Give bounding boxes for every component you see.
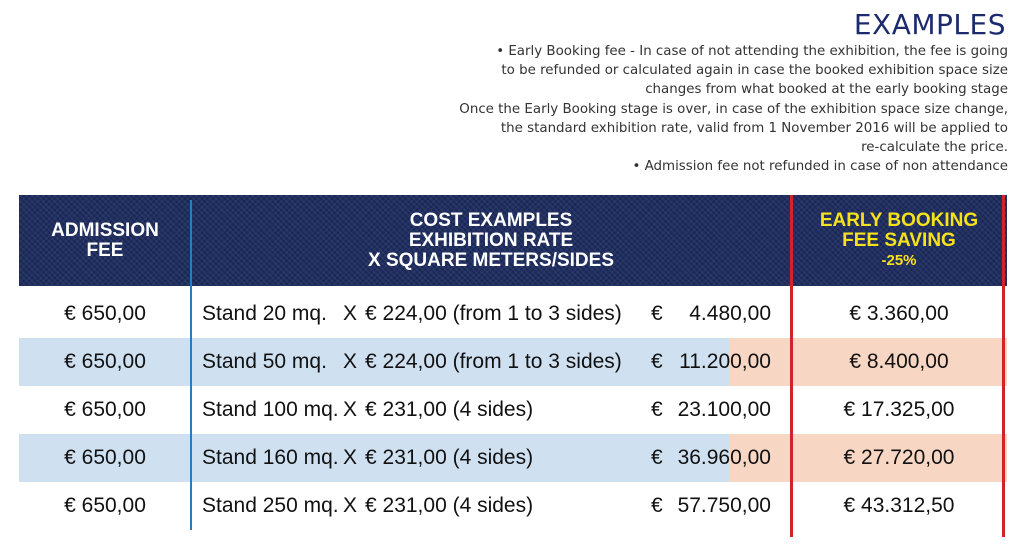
table-row	[19, 482, 1007, 530]
note-line: changes from what booked at the early booking stage	[645, 82, 1008, 98]
rate-cell: € 224,00 (from 1 to 3 sides)	[365, 302, 622, 325]
stand-size-cell: Stand 250 mq.	[202, 494, 339, 517]
column-divider-red-right	[1002, 195, 1005, 537]
multiply-sign: X	[343, 398, 358, 421]
total-amount-cell: 23.100,00	[677, 398, 771, 421]
table-row	[19, 338, 1007, 386]
header-early-booking: EARLY BOOKING FEE SAVING -25%	[819, 209, 979, 269]
early-booking-cell: € 43.312,50	[843, 494, 955, 517]
table-row	[19, 434, 1007, 482]
header-cost-examples: COST EXAMPLES EXHIBITION RATE X SQUARE METERS/SIDES	[368, 209, 614, 271]
early-booking-cell: € 27.720,00	[843, 446, 955, 469]
total-amount-cell: 4.480,00	[689, 302, 771, 325]
table-row	[19, 386, 1007, 434]
multiply-sign: X	[343, 494, 358, 517]
stand-size-cell: Stand 20 mq.	[202, 302, 327, 325]
admission-fee-cell: € 650,00	[64, 446, 146, 469]
notes-block	[388, 42, 1008, 176]
stand-size-cell: Stand 100 mq.	[202, 398, 339, 421]
multiply-sign: X	[343, 350, 358, 373]
stand-size-cell: Stand 160 mq.	[202, 446, 339, 469]
note-line: re-calculate the price.	[861, 140, 1008, 156]
euro-sign: €	[651, 446, 663, 469]
note-line: to be refunded or calculated again in case the booked exhibition space size	[501, 63, 1008, 79]
total-amount-cell: 57.750,00	[677, 494, 771, 517]
admission-fee-cell: € 650,00	[64, 302, 146, 325]
table-row	[19, 290, 1007, 338]
rate-cell: € 231,00 (4 sides)	[365, 494, 534, 517]
rate-cell: € 224,00 (from 1 to 3 sides)	[365, 350, 622, 373]
total-amount-cell: 11.200,00	[679, 350, 771, 373]
column-divider-red-left	[790, 195, 793, 537]
header-admission-fee: ADMISSION FEE	[51, 219, 159, 261]
euro-sign: €	[651, 350, 663, 373]
admission-fee-cell: € 650,00	[64, 494, 146, 517]
column-divider-blue	[190, 200, 192, 530]
page-title: EXAMPLES	[853, 8, 1006, 41]
note-line: the standard exhibition rate, valid from 1 November 2016 will be applied to	[500, 120, 1008, 136]
admission-fee-cell: € 650,00	[64, 350, 146, 373]
euro-sign: €	[651, 398, 663, 421]
note-line: • Admission fee not refunded in case of non attendance	[632, 159, 1008, 175]
admission-fee-cell: € 650,00	[64, 398, 146, 421]
multiply-sign: X	[343, 446, 358, 469]
early-booking-cell: € 17.325,00	[843, 398, 955, 421]
early-booking-cell: € 3.360,00	[849, 302, 949, 325]
table-header	[19, 195, 1007, 286]
early-booking-cell: € 8.400,00	[849, 350, 949, 373]
note-line: • Early Booking fee - In case of not attending the exhibition, the fee is going	[496, 44, 1008, 59]
total-amount-cell: 36.960,00	[677, 446, 771, 469]
note-line: Once the Early Booking stage is over, in case of the exhibition space size change,	[459, 101, 1008, 117]
euro-sign: €	[651, 302, 663, 325]
multiply-sign: X	[343, 302, 358, 325]
rate-cell: € 231,00 (4 sides)	[365, 446, 534, 469]
stand-size-cell: Stand 50 mq.	[202, 350, 327, 373]
rate-cell: € 231,00 (4 sides)	[365, 398, 534, 421]
euro-sign: €	[651, 494, 663, 517]
